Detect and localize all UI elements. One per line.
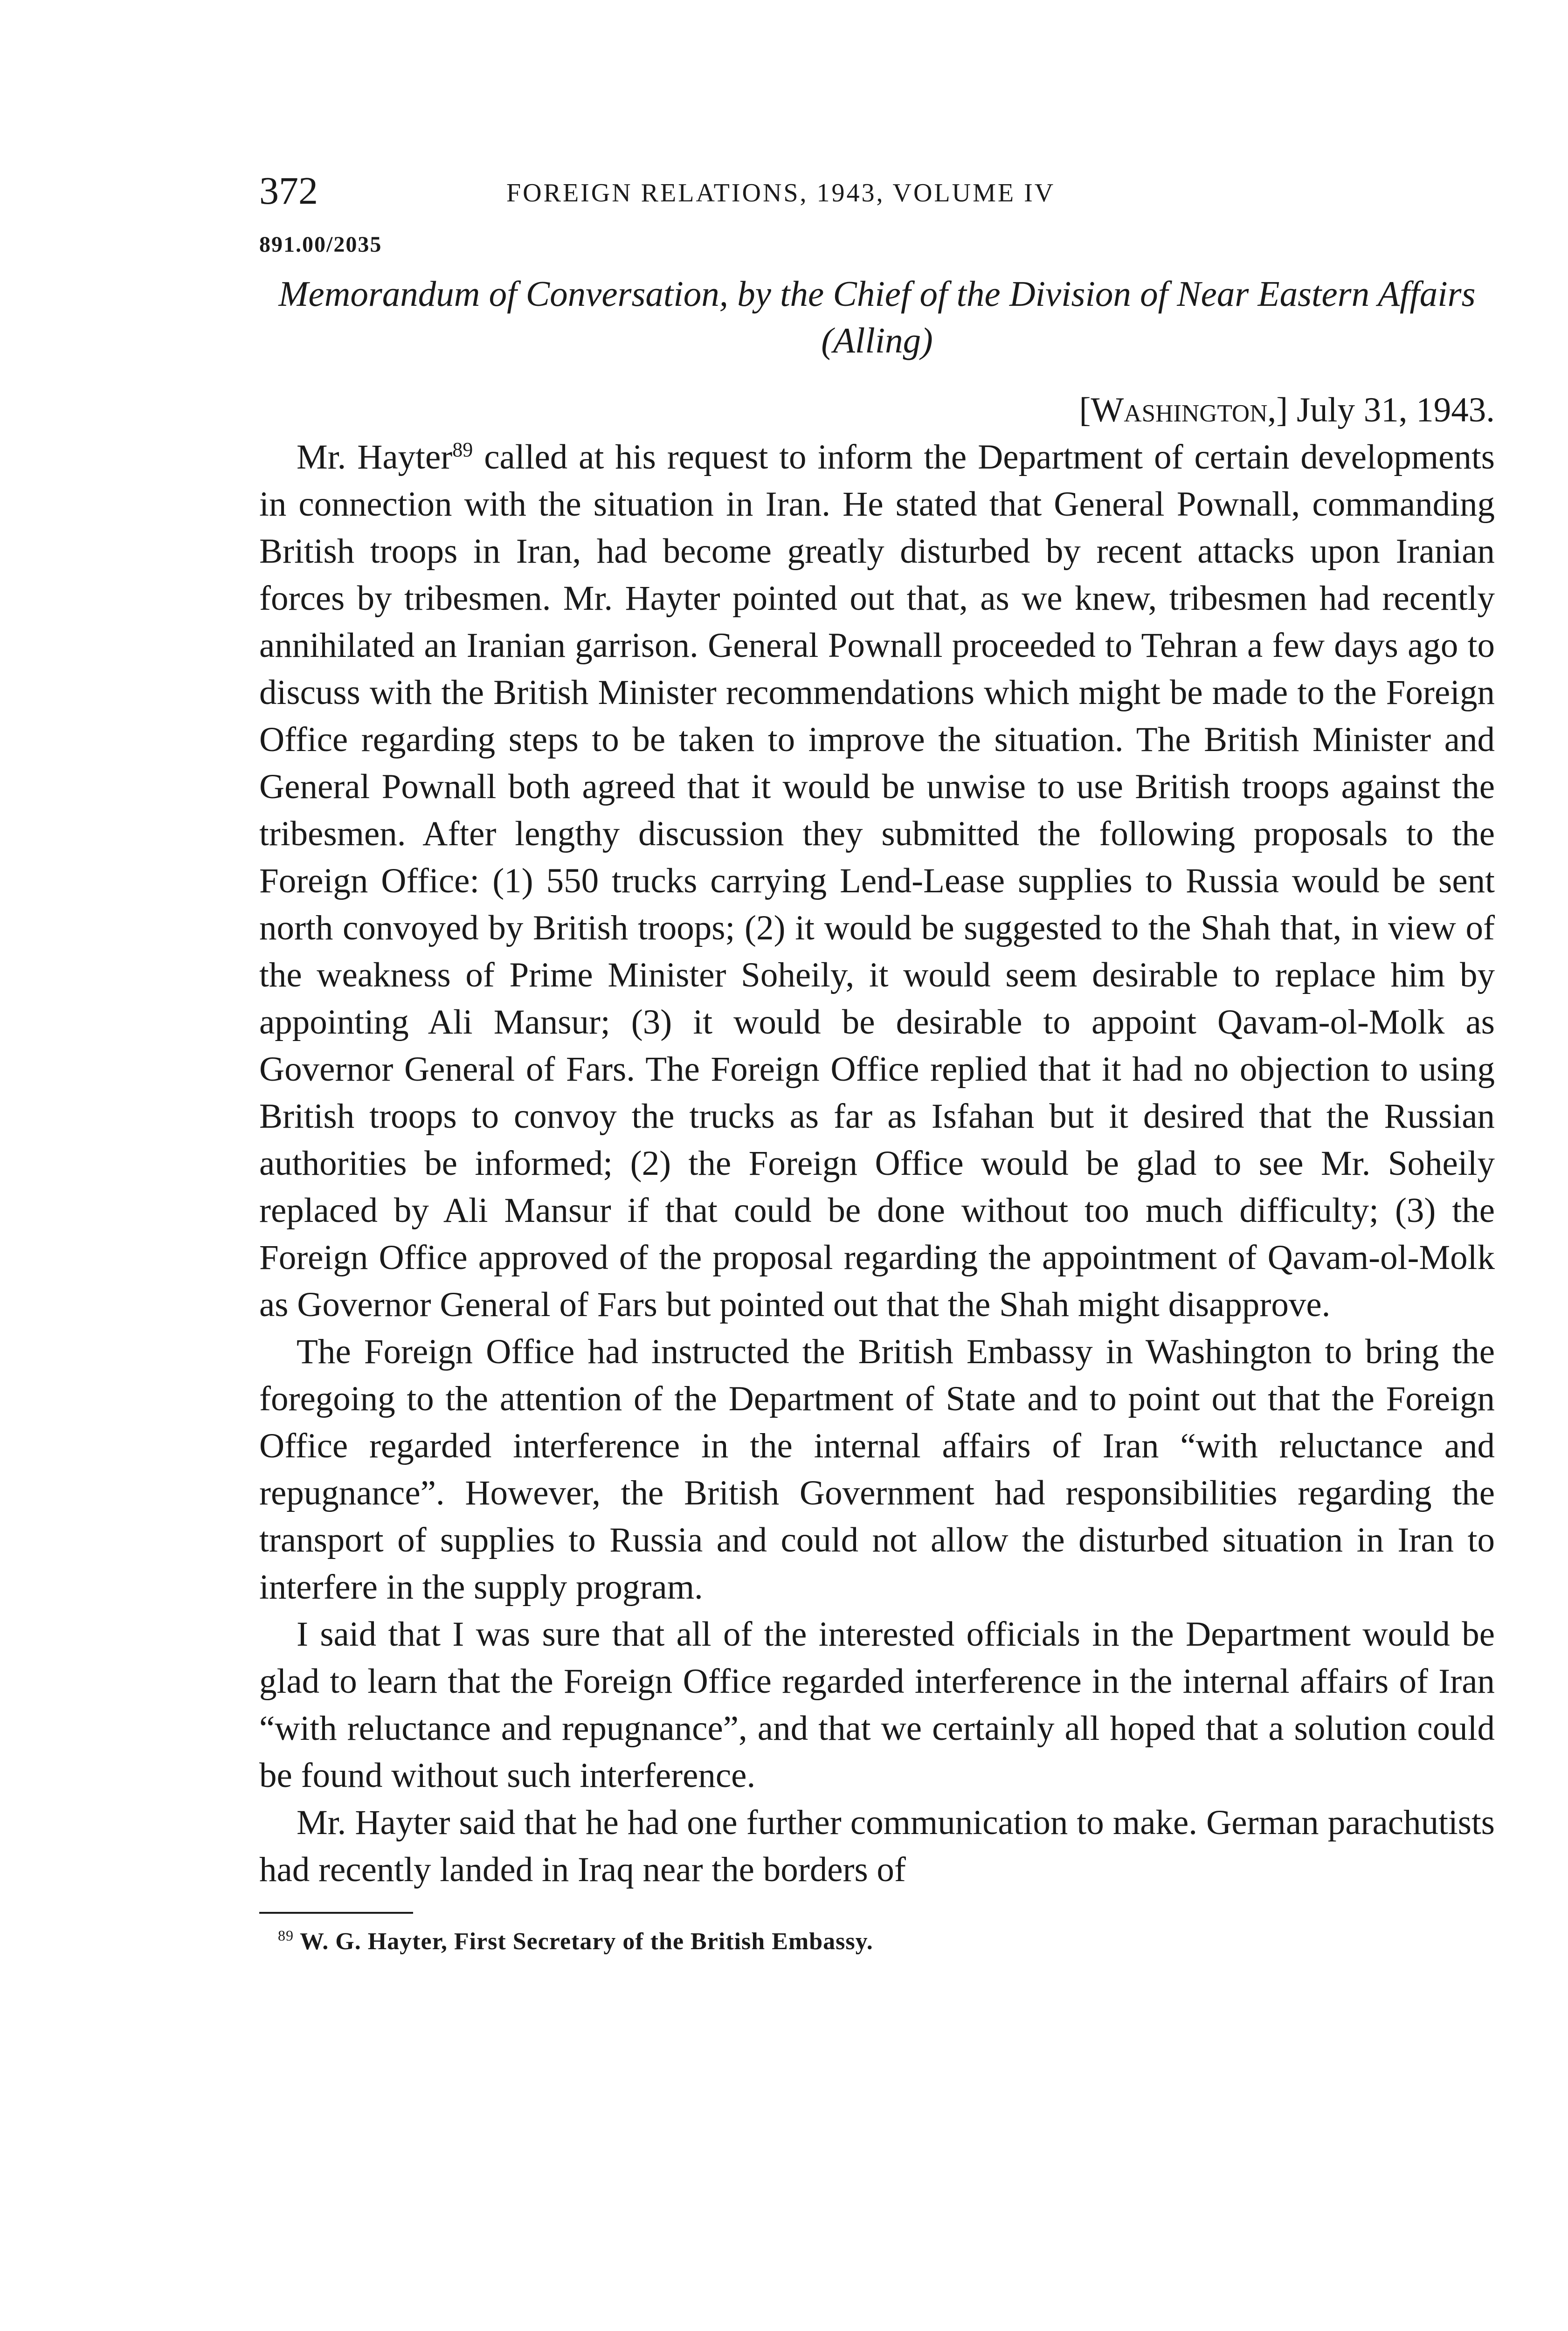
page-number: 372 [259, 169, 318, 213]
dateline-place: Washington [1091, 391, 1268, 429]
running-title: FOREIGN RELATIONS, 1943, VOLUME IV [506, 179, 1056, 207]
document-page [259, 168, 1495, 1960]
footnote-divider [259, 1912, 413, 1914]
footnote-reference: 89 [452, 438, 473, 461]
running-head [259, 168, 1495, 224]
footnote-text: W. G. Hayter, First Secretary of the British Embassy. [294, 1928, 873, 1955]
paragraph-2: The Foreign Office had instructed the British Embassy in Washington to bring the foregoing to the attention of the Department of State and to point out that the Foreign Office regarded interference in the internal affairs of Iran “with reluctance and repugnance”. However, the British Government had responsibilities regarding the transport of supplies to Russia and could not allow the disturbed situation in Iran to interfere in the supply program. [259, 1332, 1495, 1607]
dateline-bracket-open: [ [1079, 391, 1091, 429]
document-title: Memorandum of Conversation, by the Chief of the Division of Near Eastern Affairs (Alling) [278, 274, 1476, 360]
footnote [259, 1923, 1495, 1960]
paragraph-1-start: Mr. Hayter [297, 438, 453, 476]
memorandum-body [259, 434, 1495, 1893]
paragraph-3: I said that I was sure that all of the interested officials in the Department would be glad to learn that the Foreign Office regarded interference in the internal affairs of Iran “with reluctance and repugnance”, and that we certainly all hoped that a solution could be found without such interference. [259, 1615, 1495, 1795]
paragraph-4: Mr. Hayter said that he had one further communication to make. German parachutists had recently landed in Iraq near the borders of [259, 1803, 1495, 1889]
dateline [259, 387, 1495, 434]
file-number: 891.00/2035 [259, 232, 382, 257]
paragraph-1 [259, 434, 1495, 1328]
dateline-date: July 31, 1943. [1296, 391, 1495, 429]
paragraph-1-text: called at his request to inform the Department of certain developments in connection with the situation in Iran. He stated that General Pownall, commanding British troops in Iran, had become greatly disturbed by recent attacks upon Iranian forces by tribesmen. Mr. Hayter pointed out that, as we knew, tribesmen had recently annihilated an Iranian garrison. General Pownall proceeded to Tehran a few days ago to discuss with the British Minister recommendations which might be made to the Foreign Office regarding steps to be taken to improve the situation. The British Minister and General Pownall both agreed that it would be unwise to use British troops against the tribesmen. After lengthy discussion they submitted the following proposals to the Foreign Office: (1) 550 trucks carrying Lend-Lease supplies to Russia would be sent north convoyed by British troops; (2) it would be suggested to the Shah that, in view of the weakness of Prime Minister Soheily, it would seem desirable to replace him by appointing Ali Mansur; (3) it would be desirable to appoint Qavam-ol-Molk as Governor General of Fars. The Foreign Office replied that it had no objection to using British troops to convoy the trucks as far as Isfahan but it desired that the Russian authorities be informed; (2) the Foreign Office would be glad to see Mr. Soheily replaced by Ali Mansur if that could be done without too much difficulty; (3) the Foreign Office approved of the proposal regarding the appointment of Qavam-ol-Molk as Governor General of Fars but pointed out that the Shah might disapprove. [259, 438, 1495, 1324]
footnote-mark: 89 [278, 1927, 294, 1944]
dateline-bracket-close: ,] [1267, 391, 1288, 429]
